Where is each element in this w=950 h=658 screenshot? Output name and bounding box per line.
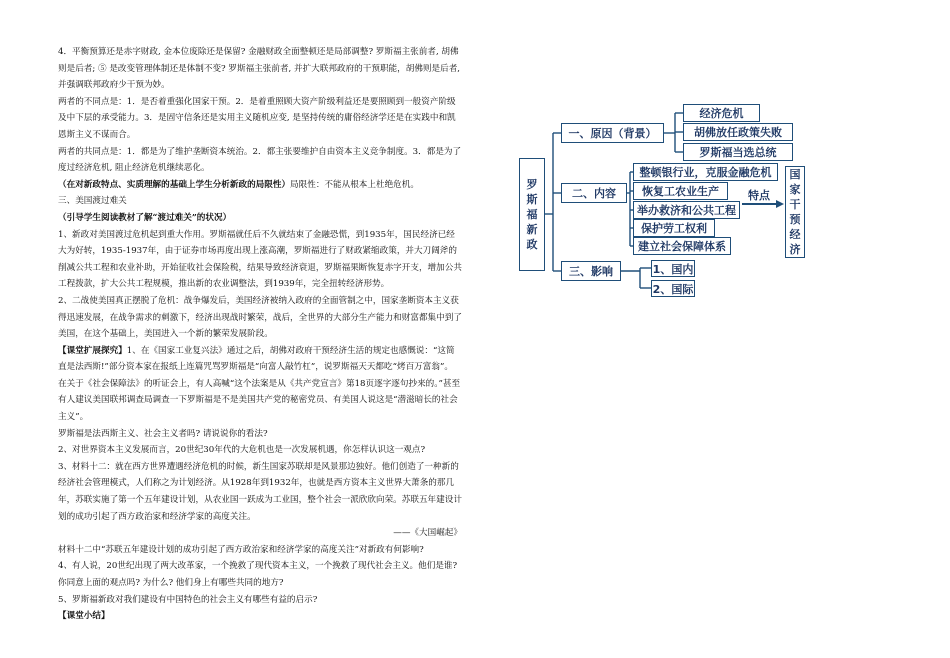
impact-item — [651, 280, 695, 297]
paragraph-bold-lead: （在对新政特点、实质理解的基础上学生分析新政的局限性） — [58, 179, 291, 190]
root-label-char: 政 — [526, 238, 538, 251]
section-cause-label: 一、原因（背景） — [568, 127, 657, 140]
content-item — [633, 182, 728, 200]
paragraph-bold-lead: 【课堂扩展探究】 — [58, 345, 127, 356]
paragraph: 3、材料十二：就在西方世界遭遇经济危机的时候，新生国家苏联却是风景那边独好。他们创造了一种新的经济社会管理模式，人们称之为计划经济。从1928年到1932年，也就是西方资本主义世界大萧条的那几年，苏联实施了第一个五年建设计划，从农业国一跃成为工业国，整个社会一派欣欣向荣。苏联五年建设计划的成功引起了西方政治家和经济学家的高度关注。 — [58, 461, 462, 522]
paragraph: 4．平衡预算还是赤字财政, 金本位废除还是保留? 金融财政全面整顿还是局部调整? 罗斯福主张前者, 胡佛则是后者; ⑤ 是改变管理体制还是体制不变? 罗斯福主张前者, 并扩大联邦政府的干预职能，胡佛则是后者, 并强调联邦政府少干预为妙。 — [58, 47, 461, 91]
result-label-char: 济 — [789, 243, 801, 256]
section-impact-label: 三、影响 — [569, 265, 613, 278]
content-item-label: 建立社会保障体系 — [638, 240, 726, 253]
feature-label-text: 特点 — [748, 188, 770, 202]
paragraph: 两者的共同点是：1．都是为了维护垄断资本统治。2．都主张要维护自由资本主义竞争制度。3．都是为了度过经济危机, 阻止经济危机继续恶化。 — [58, 146, 462, 174]
cause-item-label: 罗斯福当选总统 — [699, 146, 777, 159]
paragraph: 2、二战使美国真正摆脱了危机：战争爆发后，美国经济被纳入政府的全面管制之中，国家垄断资本主义获得迅速发展，在战争需求的刺激下，经济出现战时繁荣，战后，全世界的大部分生产能力和财富都集中到了美国，在这个基础上，美国进入一个新的繁荣发展阶段。 — [58, 295, 462, 340]
paragraph: 材料十二中“苏联五年建设计划的成功引起了西方政治家和经济学家的高度关注”对新政有何影响? — [58, 544, 424, 555]
paragraph: 罗斯福是法西斯主义、社会主义者吗? 请说说你的看法? — [58, 428, 268, 439]
impact-item-label: 2、国际 — [652, 282, 694, 296]
paragraph: 【课堂小结】 — [58, 611, 110, 622]
cause-item-label: 胡佛放任政策失败 — [694, 126, 782, 139]
root-label-char: 罗 — [526, 178, 538, 191]
paragraph-text: 局限性：不能从根本上杜绝危机。 — [290, 179, 419, 190]
content-item — [633, 163, 778, 181]
result-label-char: 国 — [789, 168, 801, 181]
paragraph-text: 1、在《国家工业复兴法》通过之后，胡佛对政府干预经济生活的规定也感慨说：“这简直是法西斯!”部分资本家在报纸上连篇咒骂罗斯福是“向富人敲竹杠”，说罗斯福天天都吃“烤百万富翁”。 — [58, 345, 455, 373]
impact-item — [651, 260, 695, 277]
result-label-char: 预 — [789, 213, 801, 226]
paragraph: 两者的不同点是：1．是否着重强化国家干预。2．是着重照顾大资产阶级利益还是要照顾到一般资产阶级及中下层的承受能力。3．是固守信条还是实用主义随机应变, 是坚持传统的庸俗经济学还是在实践中和凯恩斯主义不谋而合。 — [58, 96, 456, 140]
content-item-label: 举办救济和公共工程 — [637, 204, 736, 217]
cause-item — [683, 104, 760, 122]
arrow-head-icon — [776, 200, 784, 208]
content-item-label: 恢复工农业生产 — [642, 185, 719, 198]
cause-item — [683, 143, 793, 161]
root-label-char: 福 — [526, 208, 538, 221]
result-label-char: 干 — [789, 198, 801, 211]
paragraph: 在关于《社会保障法》的听证会上，有人高喊“这个法案是从《共产党宣言》第18页逐字逐句抄来的。”甚至有人建议美国联邦调查局调查一下罗斯福是不是美国共产党的秘密党员、有美国人说这是“潜滋暗长的社会主义”。 — [58, 378, 461, 423]
result-label-char: 家 — [789, 183, 801, 196]
result-box-state-intervention — [785, 166, 805, 258]
content-item — [633, 237, 731, 255]
paragraph: 4、有人说，20世纪出现了两大改革家，一个挽救了现代资本主义，一个挽救了现代社会主义。他们是谁? 你同意上面的观点吗? 为什么? 他们身上有哪些共同的地方? — [58, 561, 458, 588]
result-label-char: 经 — [789, 228, 801, 241]
feature-label — [742, 186, 776, 203]
section-impact-box — [561, 261, 621, 281]
impact-item-label: 1、国内 — [652, 262, 694, 276]
paragraph: 5、罗斯福新政对我们建设有中国特色的社会主义有哪些有益的启示? — [58, 594, 318, 605]
root-label-char: 新 — [526, 223, 538, 236]
root-label-char: 斯 — [526, 193, 538, 206]
paragraph: ——《大国崛起》 — [393, 528, 462, 539]
section-content-box — [561, 183, 627, 203]
paragraph: 1、新政对美国渡过危机起到重大作用。罗斯福就任后不久就结束了金融恐慌，到1935年，国民经济已经大为好转，1935-1937年，由于证券市场再度出现上涨高潮，罗斯福进行了财政紧缩政策，并大刀阔斧的削减公共工程和农业补助，开始征收社会保险税，结果导致经济衰退，罗斯福果断恢复赤字开支，增加公共工程拨款，扩大公共工程规模，推出新的农业调整法，到1939年，完全扭转经济形势。 — [58, 229, 462, 290]
content-item — [633, 201, 740, 219]
paragraph: （引导学生阅读教材了解“渡过难关”的状况） — [58, 212, 232, 223]
cause-item — [683, 123, 793, 141]
section-content-label: 二、内容 — [572, 187, 616, 200]
paragraph: 三、美国渡过难关 — [58, 196, 127, 207]
section-cause-box — [561, 123, 664, 143]
content-item-label: 保护劳工权利 — [641, 222, 707, 235]
content-item — [633, 219, 715, 237]
root-box-roosevelt-new-deal — [519, 158, 545, 271]
cause-item-label: 经济危机 — [699, 107, 744, 120]
content-item-label: 整顿银行业，克服金融危机 — [639, 166, 772, 179]
paragraph: 2、对世界资本主义发展而言，20世纪30年代的大危机也是一次发展机遇，你怎样认识这一观点? — [58, 445, 426, 456]
